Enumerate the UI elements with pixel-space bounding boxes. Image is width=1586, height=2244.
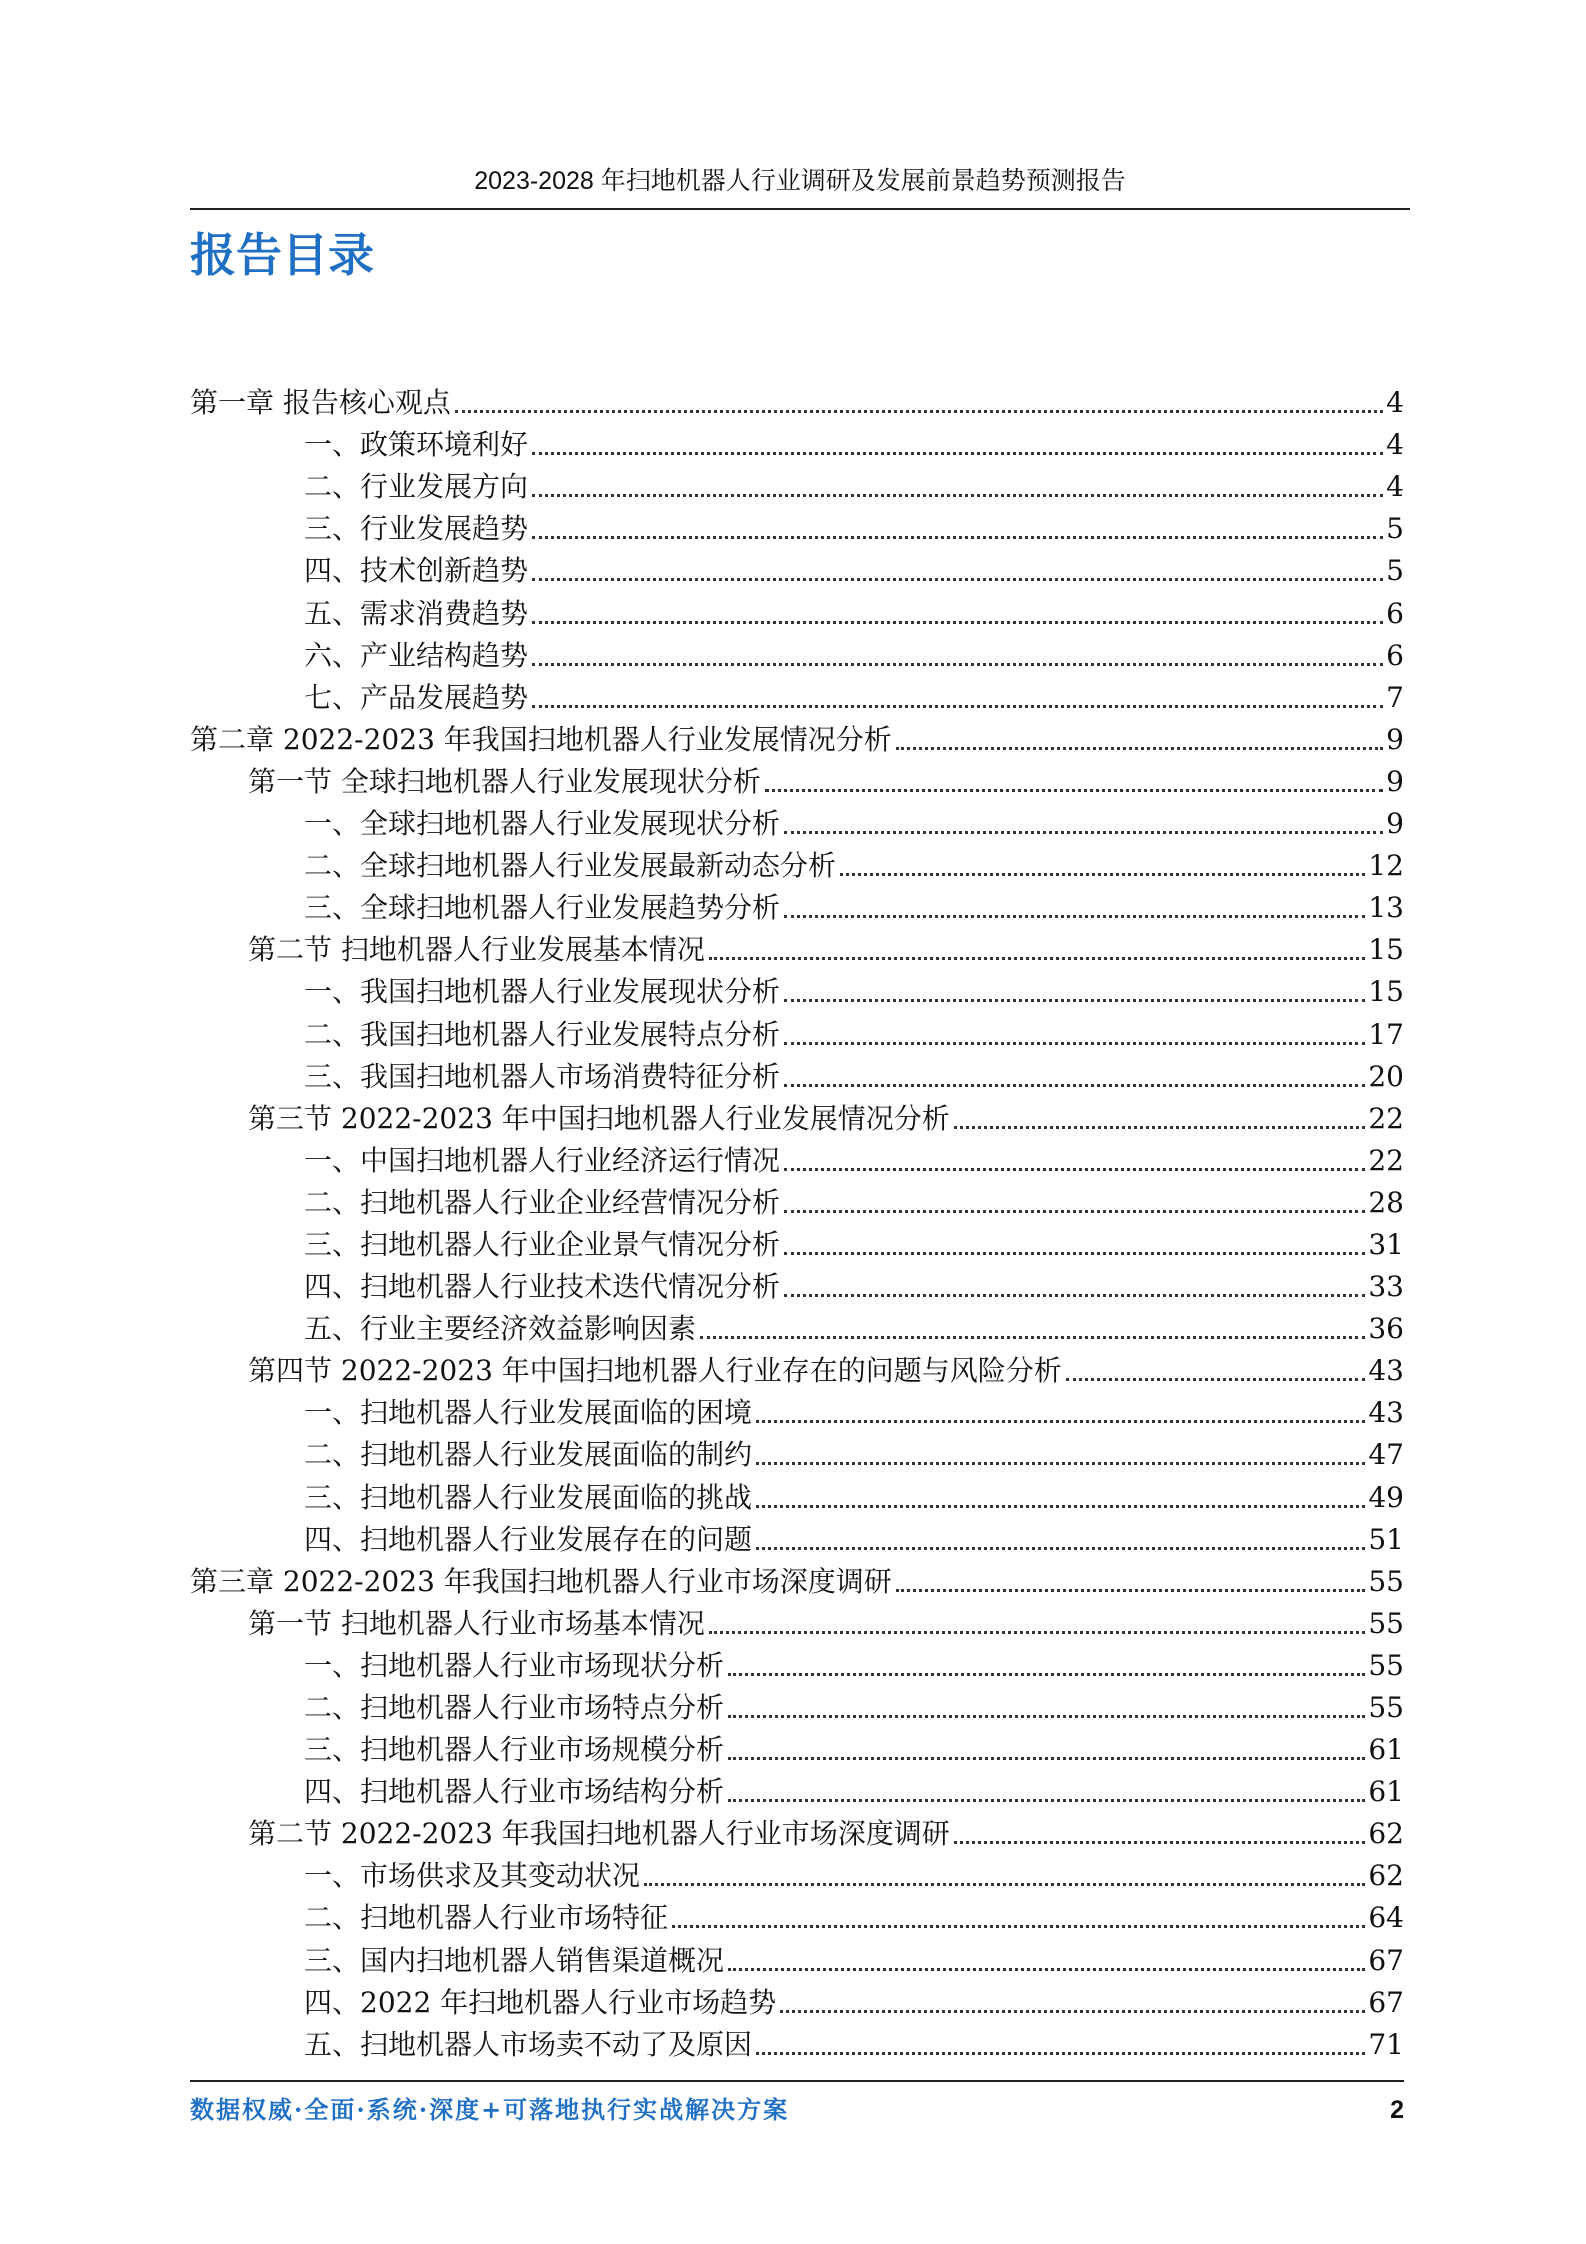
toc-entry-page-number: 62 [1368,1817,1404,1851]
toc-entry-page-number: 61 [1368,1775,1404,1809]
toc-entry-title: 四、扫地机器人行业市场结构分析 [304,1775,725,1809]
toc-entry-title: 五、扫地机器人市场卖不动了及原因 [304,2027,753,2061]
toc-entry-level-3[interactable] [190,676,1404,718]
toc-dot-leader [532,494,1383,497]
toc-entry-title: 第二章 2022-2023 年我国扫地机器人行业发展情况分析 [190,722,892,756]
toc-entry-title: 三、我国扫地机器人市场消费特征分析 [304,1059,781,1093]
toc-dot-leader [896,1589,1366,1592]
toc-dot-leader [700,1336,1365,1339]
toc-entry-title: 三、扫地机器人行业市场规模分析 [304,1733,725,1767]
toc-entry-page-number: 4 [1386,428,1404,462]
toc-entry-page-number: 17 [1368,1017,1404,1051]
toc-entry-page-number: 5 [1386,554,1404,588]
toc-entry-page-number: 71 [1368,2027,1404,2061]
toc-entry-title: 一、全球扫地机器人行业发展现状分析 [304,807,781,841]
toc-entry-level-1[interactable] [190,1560,1404,1602]
toc-entry-title: 第三节 2022-2023 年中国扫地机器人行业发展情况分析 [248,1101,950,1135]
toc-dot-leader [532,578,1383,581]
toc-dot-leader [784,1168,1365,1171]
toc-entry-title: 一、市场供求及其变动状况 [304,1859,641,1893]
toc-entry-title: 第一章 报告核心观点 [190,386,451,420]
toc-entry-page-number: 9 [1386,764,1404,798]
toc-entry-title: 二、行业发展方向 [304,470,529,504]
toc-entry-page-number: 22 [1368,1101,1404,1135]
toc-entry-page-number: 55 [1368,1691,1404,1724]
toc-entry-level-2[interactable] [190,928,1404,970]
toc-dot-leader [532,536,1383,539]
toc-entry-level-3[interactable] [190,1433,1404,1475]
toc-dot-leader [756,1462,1365,1465]
toc-entry-title: 第三章 2022-2023 年我国扫地机器人行业市场深度调研 [190,1564,892,1598]
toc-entry-page-number: 15 [1368,933,1404,967]
toc-entry-page-number: 51 [1368,1522,1404,1556]
toc-entry-page-number: 55 [1368,1648,1404,1682]
toc-dot-leader [728,1799,1365,1802]
toc-entry-title: 二、扫地机器人行业发展面临的制约 [304,1438,753,1472]
toc-entry-page-number: 20 [1368,1059,1404,1093]
toc-dot-leader [709,1631,1365,1634]
toc-entry-level-3[interactable] [190,1981,1404,2023]
footer-slogan: 数据权威·全面·系统·深度+可落地执行实战解决方案 [190,2095,790,2124]
toc-dot-leader [784,915,1365,918]
table-of-contents [190,381,1404,2065]
toc-entry-level-1[interactable] [190,381,1404,423]
toc-entry-title: 五、行业主要经济效益影响因素 [304,1312,697,1346]
toc-dot-leader [728,1673,1365,1676]
toc-entry-page-number: 15 [1368,975,1404,1009]
toc-entry-page-number: 43 [1368,1354,1404,1388]
toc-dot-leader [756,1420,1365,1423]
toc-entry-page-number: 6 [1386,596,1404,630]
toc-entry-level-3[interactable] [190,844,1404,886]
toc-dot-leader [644,1883,1365,1886]
toc-dot-leader [765,789,1383,792]
toc-entry-level-3[interactable] [190,970,1404,1012]
toc-entry-page-number: 9 [1386,722,1404,756]
toc-dot-leader [784,1252,1365,1255]
toc-entry-title: 二、扫地机器人行业市场特点分析 [304,1691,725,1724]
toc-entry-page-number: 55 [1368,1606,1404,1640]
toc-entry-level-3[interactable] [190,591,1404,633]
toc-entry-page-number: 22 [1368,1143,1404,1177]
toc-entry-page-number: 7 [1386,680,1404,714]
toc-dot-leader [728,1757,1365,1760]
toc-entry-page-number: 55 [1368,1564,1404,1598]
toc-entry-title: 第一节 扫地机器人行业市场基本情况 [248,1606,705,1640]
toc-entry-page-number: 67 [1368,1943,1404,1977]
toc-entry-title: 第一节 全球扫地机器人行业发展现状分析 [248,764,761,798]
toc-entry-title: 一、我国扫地机器人行业发展现状分析 [304,975,781,1009]
toc-entry-level-3[interactable] [190,1181,1404,1223]
toc-entry-title: 第二节 扫地机器人行业发展基本情况 [248,933,705,967]
toc-entry-level-3[interactable] [190,465,1404,507]
toc-entry-page-number: 36 [1368,1312,1404,1346]
toc-entry-level-3[interactable] [190,423,1404,465]
toc-dot-leader [532,452,1383,455]
footer-page-number: 2 [1390,2096,1404,2124]
toc-entry-title: 五、需求消费趋势 [304,596,529,630]
toc-entry-title: 四、扫地机器人行业技术迭代情况分析 [304,1270,781,1304]
toc-entry-title: 四、2022 年扫地机器人行业市场趋势 [304,1985,777,2019]
toc-entry-page-number: 4 [1386,470,1404,504]
toc-entry-page-number: 4 [1386,386,1404,420]
toc-entry-level-3[interactable] [190,1475,1404,1517]
toc-entry-level-2[interactable] [190,1602,1404,1644]
toc-dot-leader [784,999,1365,1002]
toc-entry-level-3[interactable] [190,1644,1404,1686]
toc-entry-title: 二、我国扫地机器人行业发展特点分析 [304,1017,781,1051]
toc-entry-level-3[interactable] [190,1854,1404,1896]
toc-entry-level-3[interactable] [190,1728,1404,1770]
toc-entry-title: 三、扫地机器人行业发展面临的挑战 [304,1480,753,1514]
toc-entry-page-number: 6 [1386,638,1404,672]
toc-dot-leader [896,747,1383,750]
toc-dot-leader [954,1126,1366,1129]
toc-entry-level-3[interactable] [190,1139,1404,1181]
toc-entry-level-3[interactable] [190,1770,1404,1812]
toc-entry-level-3[interactable] [190,1265,1404,1307]
toc-entry-level-3[interactable] [190,1055,1404,1097]
toc-entry-level-3[interactable] [190,507,1404,549]
toc-dot-leader [728,1968,1365,1971]
toc-entry-level-3[interactable] [190,1391,1404,1433]
toc-dot-leader [728,1715,1365,1718]
footer-divider [190,2080,1404,2082]
toc-dot-leader [756,1505,1365,1508]
toc-entry-level-2[interactable] [190,1349,1404,1391]
toc-dot-leader [672,1925,1365,1928]
toc-entry-page-number: 67 [1368,1985,1404,2019]
toc-entry-level-3[interactable] [190,886,1404,928]
toc-heading: 报告目录 [190,228,374,282]
toc-entry-level-3[interactable] [190,2023,1404,2065]
toc-entry-page-number: 33 [1368,1270,1404,1304]
toc-entry-level-3[interactable] [190,634,1404,676]
toc-entry-title: 一、政策环境利好 [304,428,529,462]
toc-entry-page-number: 13 [1368,891,1404,925]
toc-entry-level-3[interactable] [190,1686,1404,1728]
toc-dot-leader [1066,1378,1366,1381]
toc-entry-title: 第四节 2022-2023 年中国扫地机器人行业存在的问题与风险分析 [248,1354,1062,1388]
running-header-title: 2023-2028 年扫地机器人行业调研及发展前景趋势预测报告 [474,167,1126,195]
toc-entry-title: 四、技术创新趋势 [304,554,529,588]
toc-entry-title: 二、扫地机器人行业市场特征 [304,1901,669,1935]
toc-entry-page-number: 64 [1368,1901,1404,1935]
toc-entry-title: 三、行业发展趋势 [304,512,529,546]
toc-entry-level-3[interactable] [190,1938,1404,1980]
toc-entry-title: 三、全球扫地机器人行业发展趋势分析 [304,891,781,925]
toc-dot-leader [780,2010,1365,2013]
toc-dot-leader [756,2052,1365,2055]
toc-entry-level-3[interactable] [190,1896,1404,1938]
toc-entry-page-number: 43 [1368,1396,1404,1430]
toc-dot-leader [532,663,1383,666]
toc-dot-leader [784,1210,1365,1213]
toc-entry-title: 一、中国扫地机器人行业经济运行情况 [304,1143,781,1177]
toc-entry-page-number: 49 [1368,1480,1404,1514]
toc-entry-page-number: 62 [1368,1859,1404,1893]
toc-entry-title: 三、国内扫地机器人销售渠道概况 [304,1943,725,1977]
toc-entry-level-3[interactable] [190,802,1404,844]
toc-entry-page-number: 61 [1368,1733,1404,1767]
toc-entry-title: 三、扫地机器人行业企业景气情况分析 [304,1227,781,1261]
toc-entry-level-3[interactable] [190,1518,1404,1560]
toc-dot-leader [532,621,1383,624]
header-divider [190,208,1410,210]
toc-entry-title: 一、扫地机器人行业发展面临的困境 [304,1396,753,1430]
toc-entry-page-number: 31 [1368,1227,1404,1261]
toc-entry-level-3[interactable] [190,1307,1404,1349]
toc-dot-leader [455,410,1383,413]
toc-dot-leader [784,1042,1365,1045]
toc-entry-level-3[interactable] [190,549,1404,591]
toc-dot-leader [784,1084,1365,1087]
toc-entry-level-2[interactable] [190,1812,1404,1854]
toc-dot-leader [954,1841,1366,1844]
toc-dot-leader [756,1547,1365,1550]
toc-entry-level-2[interactable] [190,760,1404,802]
toc-entry-level-2[interactable] [190,1097,1404,1139]
toc-entry-title: 六、产业结构趋势 [304,638,529,672]
toc-entry-page-number: 28 [1368,1185,1404,1219]
toc-entry-page-number: 5 [1386,512,1404,546]
toc-entry-title: 一、扫地机器人行业市场现状分析 [304,1648,725,1682]
toc-entry-level-1[interactable] [190,718,1404,760]
toc-entry-title: 四、扫地机器人行业发展存在的问题 [304,1522,753,1556]
toc-dot-leader [840,873,1365,876]
toc-entry-title: 七、产品发展趋势 [304,680,529,714]
toc-dot-leader [784,1294,1365,1297]
toc-dot-leader [532,705,1383,708]
toc-dot-leader [784,831,1383,834]
toc-entry-level-3[interactable] [190,1223,1404,1265]
toc-dot-leader [709,957,1365,960]
toc-entry-title: 二、全球扫地机器人行业发展最新动态分析 [304,849,837,883]
toc-entry-page-number: 47 [1368,1438,1404,1472]
toc-entry-title: 二、扫地机器人行业企业经营情况分析 [304,1185,781,1219]
toc-entry-page-number: 9 [1386,807,1404,841]
toc-entry-level-3[interactable] [190,1012,1404,1054]
toc-entry-page-number: 12 [1368,849,1404,883]
toc-entry-title: 第二节 2022-2023 年我国扫地机器人行业市场深度调研 [248,1817,950,1851]
